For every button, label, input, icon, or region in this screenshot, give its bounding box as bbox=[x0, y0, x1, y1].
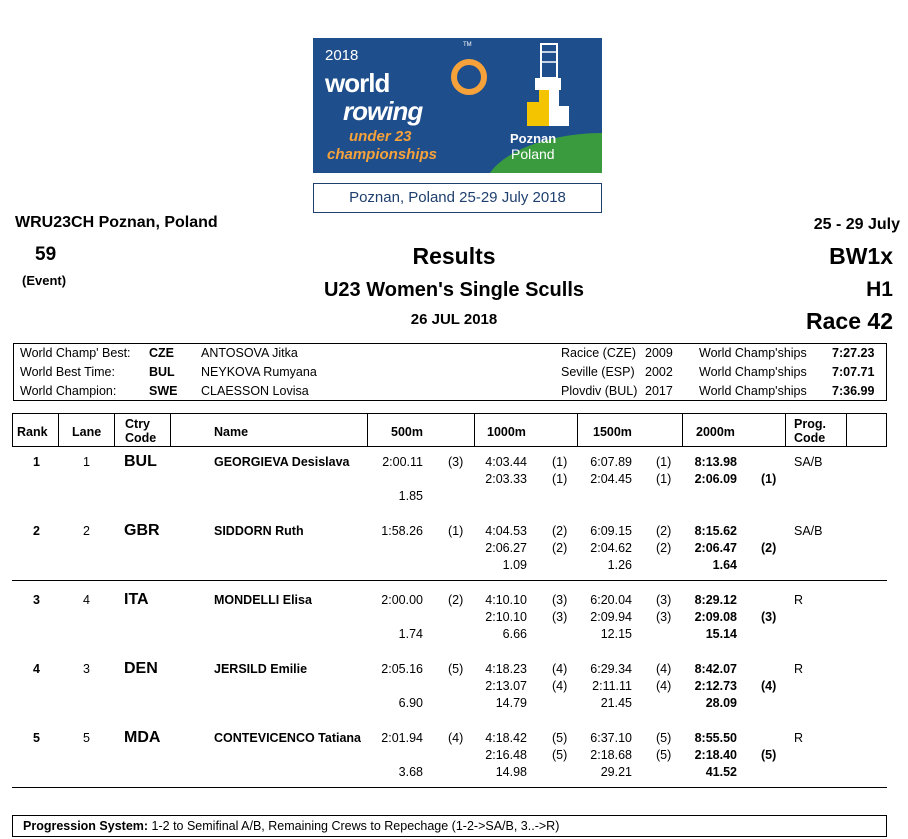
best-country: CZE bbox=[149, 346, 174, 360]
header-rank: Rank bbox=[17, 425, 48, 439]
logo-championships: championships bbox=[327, 146, 438, 163]
cell-t1000: 4:18.42 bbox=[485, 731, 527, 745]
best-event: World Champ'ships bbox=[699, 384, 807, 398]
cell-rank: 1 bbox=[33, 455, 40, 469]
best-times-box bbox=[13, 343, 887, 401]
cell-lane: 4 bbox=[83, 593, 90, 607]
cell-name: MONDELLI Elisa bbox=[214, 593, 312, 607]
cell-s1000: 2:16.48 bbox=[485, 748, 527, 762]
cell-p500: (5) bbox=[448, 662, 464, 676]
cell-t500: 2:00.11 bbox=[382, 455, 423, 469]
logo-trademark: TM bbox=[463, 42, 472, 48]
cell-t2000: 8:29.12 bbox=[694, 593, 737, 607]
cell-name: CONTEVICENCO Tatiana bbox=[214, 731, 362, 745]
heat-label: H1 bbox=[866, 278, 893, 301]
cell-d1000: 14.79 bbox=[495, 696, 527, 710]
column-divider bbox=[682, 414, 683, 446]
best-name: NEYKOVA Rumyana bbox=[201, 365, 317, 379]
cell-s2000: 2:06.47 bbox=[694, 541, 737, 555]
header-country: Ctry bbox=[125, 417, 151, 431]
cell-p500: (2) bbox=[448, 593, 464, 607]
best-country: SWE bbox=[149, 384, 178, 398]
progression-system bbox=[12, 815, 887, 837]
cell-name: GEORGIEVA Desislava bbox=[214, 455, 350, 469]
header-country-code: Code bbox=[125, 431, 157, 445]
cell-d1500: 21.45 bbox=[600, 696, 632, 710]
column-divider bbox=[170, 414, 171, 446]
cell-p500: (1) bbox=[448, 524, 464, 538]
cell-ctry: DEN bbox=[124, 660, 158, 677]
cell-prog: SA/B bbox=[794, 524, 823, 538]
cell-p500: (4) bbox=[448, 731, 464, 745]
boat-class: BW1x bbox=[829, 243, 893, 269]
cell-d2000: 15.14 bbox=[705, 627, 737, 641]
cell-t1500: 6:07.89 bbox=[590, 455, 632, 469]
best-place: Plovdiv (BUL) bbox=[561, 384, 638, 398]
cell-s1500: 2:09.94 bbox=[590, 610, 632, 624]
cell-p1000: (2) bbox=[552, 524, 568, 538]
cell-t1000: 4:10.10 bbox=[485, 593, 527, 607]
cell-s1000: 2:06.27 bbox=[485, 541, 527, 555]
logo-world: world bbox=[325, 68, 390, 98]
column-divider bbox=[577, 414, 578, 446]
header-prog-code: Code bbox=[794, 431, 826, 445]
cell-t1500: 6:29.34 bbox=[590, 662, 632, 676]
cell-t1500: 6:37.10 bbox=[590, 731, 632, 745]
logo-rowing: rowing bbox=[343, 96, 423, 126]
venue-box: Poznan, Poland 25-29 July 2018 bbox=[313, 183, 602, 213]
header-lane: Lane bbox=[72, 425, 102, 439]
cell-s1500: 2:04.62 bbox=[590, 541, 632, 555]
page-title: Results bbox=[412, 243, 496, 269]
progression-text: 1-2 to Semifinal A/B, Remaining Crews to Repechage (1-2->SA/B, 3..->R) bbox=[151, 819, 560, 833]
cell-p1500: (5) bbox=[656, 731, 672, 745]
cell-ctry: BUL bbox=[124, 453, 157, 470]
cell-d500: 3.68 bbox=[398, 765, 423, 779]
cell-rank: 3 bbox=[33, 593, 40, 607]
cell-t2000: 8:42.07 bbox=[694, 662, 737, 676]
cell-t1000: 4:03.44 bbox=[485, 455, 527, 469]
cell-t2000: 8:15.62 bbox=[694, 524, 737, 538]
cell-p1500: (2) bbox=[656, 524, 672, 538]
cell-d1000: 6.66 bbox=[502, 627, 527, 641]
header-2000m: 2000m bbox=[696, 425, 735, 439]
cell-ctry: MDA bbox=[124, 729, 161, 746]
cell-d2000: 1.64 bbox=[712, 558, 737, 572]
cell-name: SIDDORN Ruth bbox=[214, 524, 304, 538]
race-label: Race 42 bbox=[806, 308, 893, 334]
best-place: Racice (CZE) bbox=[561, 346, 637, 360]
cell-s1500: 2:18.68 bbox=[590, 748, 632, 762]
regatta-name: WRU23CH Poznan, Poland bbox=[15, 214, 218, 231]
cell-p1000: (3) bbox=[552, 593, 568, 607]
cell-sp1500: (3) bbox=[656, 610, 672, 624]
column-divider bbox=[114, 414, 115, 446]
best-time: 7:36.99 bbox=[832, 384, 875, 398]
header-name: Name bbox=[214, 425, 249, 439]
header-prog: Prog. bbox=[794, 417, 826, 431]
cell-t1000: 4:04.53 bbox=[485, 524, 527, 538]
cell-name: JERSILD Emilie bbox=[214, 662, 308, 676]
best-year: 2002 bbox=[645, 365, 673, 379]
cell-lane: 1 bbox=[83, 455, 90, 469]
cell-sp1000: (2) bbox=[552, 541, 568, 555]
cell-sp1500: (2) bbox=[656, 541, 672, 555]
cell-prog: R bbox=[794, 593, 804, 607]
cell-sp2000: (3) bbox=[761, 610, 777, 624]
cell-t2000: 8:55.50 bbox=[694, 731, 737, 745]
column-divider bbox=[846, 414, 847, 446]
rowing-ring-icon bbox=[451, 51, 491, 99]
cell-s1000: 2:10.10 bbox=[485, 610, 527, 624]
cell-t500: 1:58.26 bbox=[381, 524, 423, 538]
column-divider bbox=[58, 414, 59, 446]
cell-ctry: GBR bbox=[124, 522, 160, 539]
cell-sp1000: (3) bbox=[552, 610, 568, 624]
event-label: (Event) bbox=[22, 273, 67, 288]
best-place: Seville (ESP) bbox=[561, 365, 635, 379]
cell-sp1500: (1) bbox=[656, 472, 672, 486]
column-divider bbox=[785, 414, 786, 446]
table-divider bbox=[12, 787, 887, 788]
header-500m: 500m bbox=[391, 425, 423, 439]
event-title: U23 Women's Single Sculls bbox=[323, 279, 585, 301]
cell-d500: 6.90 bbox=[398, 696, 423, 710]
cell-t2000: 8:13.98 bbox=[694, 455, 737, 469]
column-divider bbox=[474, 414, 475, 446]
cell-rank: 5 bbox=[33, 731, 40, 745]
cell-rank: 4 bbox=[33, 662, 40, 676]
progression-label: Progression System: bbox=[23, 819, 149, 833]
cell-p1500: (3) bbox=[656, 593, 672, 607]
cell-d1500: 29.21 bbox=[600, 765, 632, 779]
logo-city: Poznan bbox=[510, 131, 557, 146]
cell-t1000: 4:18.23 bbox=[485, 662, 527, 676]
results-table-header bbox=[12, 413, 887, 447]
cell-p1500: (1) bbox=[656, 455, 672, 469]
cell-t500: 2:00.00 bbox=[381, 593, 423, 607]
cell-sp2000: (5) bbox=[761, 748, 777, 762]
best-year: 2017 bbox=[645, 384, 673, 398]
cell-d2000: 41.52 bbox=[705, 765, 737, 779]
cell-ctry: ITA bbox=[124, 591, 149, 608]
event-date: 26 JUL 2018 bbox=[410, 311, 498, 328]
cell-sp2000: (4) bbox=[761, 679, 777, 693]
cell-d1500: 1.26 bbox=[607, 558, 632, 572]
cell-sp2000: (1) bbox=[761, 472, 777, 486]
column-divider bbox=[367, 414, 368, 446]
best-name: ANTOSOVA Jitka bbox=[201, 346, 298, 360]
event-number: 59 bbox=[35, 244, 57, 265]
cell-s2000: 2:09.08 bbox=[694, 610, 737, 624]
cell-d500: 1.74 bbox=[398, 627, 423, 641]
cell-t500: 2:05.16 bbox=[381, 662, 423, 676]
table-divider bbox=[12, 580, 887, 581]
cell-p1000: (4) bbox=[552, 662, 568, 676]
cell-t500: 2:01.94 bbox=[381, 731, 423, 745]
logo-country: Poland bbox=[511, 146, 555, 162]
cell-sp1000: (4) bbox=[552, 679, 568, 693]
cell-rank: 2 bbox=[33, 524, 40, 538]
event-logo bbox=[313, 38, 602, 173]
cell-sp1500: (5) bbox=[656, 748, 672, 762]
best-year: 2009 bbox=[645, 346, 673, 360]
cell-d1000: 1.09 bbox=[502, 558, 527, 572]
cell-s1500: 2:11.11 bbox=[592, 679, 632, 693]
cell-d1000: 14.98 bbox=[495, 765, 527, 779]
cell-lane: 3 bbox=[83, 662, 90, 676]
cell-lane: 2 bbox=[83, 524, 90, 538]
cell-prog: SA/B bbox=[794, 455, 823, 469]
best-country: BUL bbox=[149, 365, 175, 379]
cell-s1500: 2:04.45 bbox=[590, 472, 632, 486]
cell-sp2000: (2) bbox=[761, 541, 777, 555]
event-dates: 25 - 29 July bbox=[813, 216, 900, 233]
cell-prog: R bbox=[794, 731, 804, 745]
best-label: World Best Time: bbox=[20, 365, 115, 379]
best-name: CLAESSON Lovisa bbox=[201, 384, 309, 398]
header-1500m: 1500m bbox=[593, 425, 632, 439]
header-1000m: 1000m bbox=[487, 425, 526, 439]
cell-t1500: 6:09.15 bbox=[590, 524, 632, 538]
logo-under23: under 23 bbox=[349, 128, 412, 145]
best-event: World Champ'ships bbox=[699, 365, 807, 379]
cell-d2000: 28.09 bbox=[705, 696, 737, 710]
cell-p1500: (4) bbox=[656, 662, 672, 676]
cell-d1500: 12.15 bbox=[600, 627, 632, 641]
cell-lane: 5 bbox=[83, 731, 90, 745]
cell-s2000: 2:12.73 bbox=[694, 679, 737, 693]
cell-t1500: 6:20.04 bbox=[590, 593, 632, 607]
best-time: 7:27.23 bbox=[832, 346, 875, 360]
logo-year: 2018 bbox=[325, 47, 359, 64]
best-time: 7:07.71 bbox=[832, 365, 875, 379]
cell-p500: (3) bbox=[448, 455, 464, 469]
cell-d500: 1.85 bbox=[398, 489, 423, 503]
cell-s1000: 2:13.07 bbox=[485, 679, 527, 693]
best-label: World Champ' Best: bbox=[20, 346, 131, 360]
best-label: World Champion: bbox=[20, 384, 117, 398]
cell-sp1500: (4) bbox=[656, 679, 672, 693]
best-event: World Champ'ships bbox=[699, 346, 807, 360]
cell-s2000: 2:18.40 bbox=[694, 748, 737, 762]
cell-s1000: 2:03.33 bbox=[485, 472, 527, 486]
cell-sp1000: (5) bbox=[552, 748, 568, 762]
cell-p1000: (5) bbox=[552, 731, 568, 745]
cell-sp1000: (1) bbox=[552, 472, 568, 486]
cell-prog: R bbox=[794, 662, 804, 676]
cell-p1000: (1) bbox=[552, 455, 568, 469]
cell-s2000: 2:06.09 bbox=[694, 472, 737, 486]
